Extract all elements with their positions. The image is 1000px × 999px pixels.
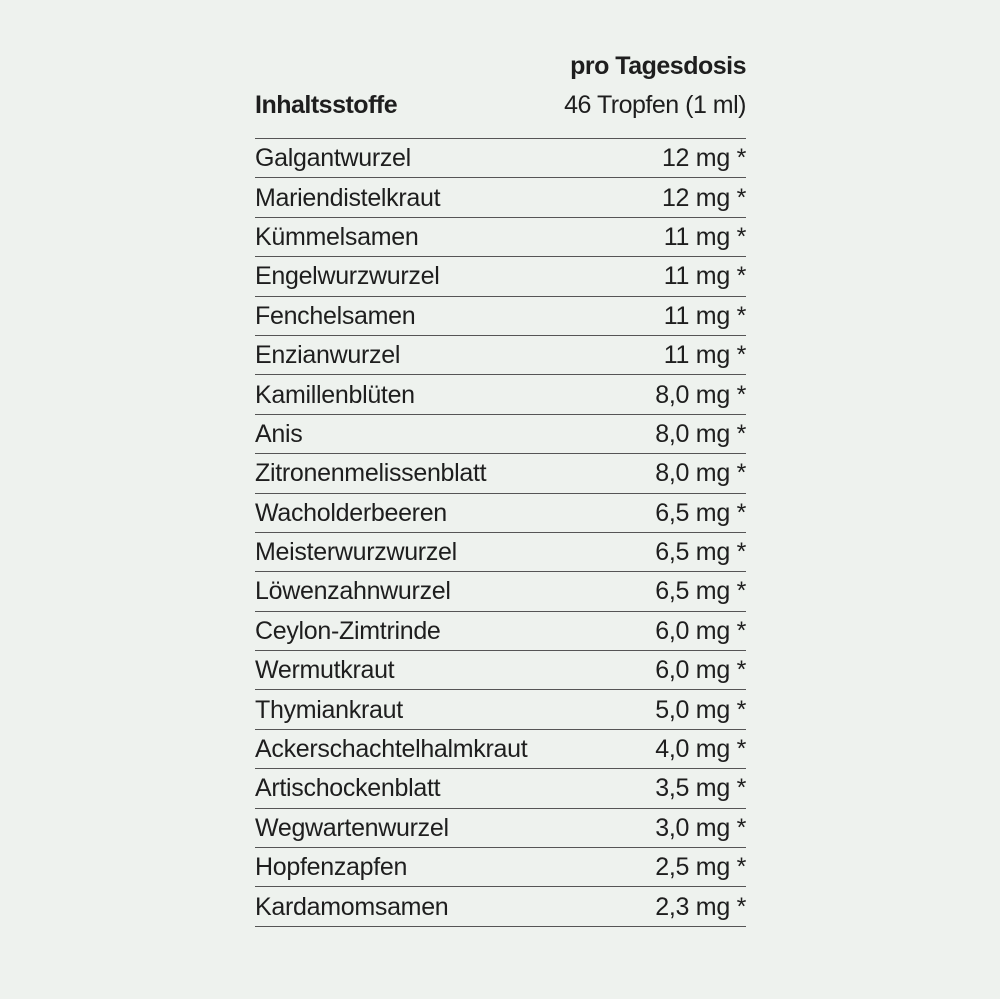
table-row: [255, 533, 746, 572]
ingredient-amount: 12 mg *: [661, 144, 746, 173]
ingredient-amount: 3,0 mg *: [655, 813, 746, 842]
table-row: [255, 494, 746, 533]
ingredients-heading: Inhaltsstoffe: [255, 91, 398, 119]
ingredient-amount: 11 mg *: [663, 301, 746, 330]
ingredient-name: Fenchelsamen: [255, 301, 416, 330]
table-row: [255, 257, 746, 296]
ingredient-name: Kamillenblüten: [255, 380, 415, 409]
ingredient-amount: 11 mg *: [663, 341, 746, 370]
table-row: [255, 809, 746, 848]
ingredient-amount: 8,0 mg *: [655, 459, 746, 488]
table-body: [255, 139, 746, 927]
ingredient-name: Engelwurzwurzel: [255, 262, 440, 291]
ingredient-amount: 11 mg *: [663, 262, 746, 291]
ingredient-amount: 6,0 mg *: [655, 616, 746, 645]
table-row: [255, 454, 746, 493]
table-row: [255, 612, 746, 651]
ingredient-name: Ceylon-Zimtrinde: [255, 616, 441, 645]
ingredient-amount: 2,5 mg *: [655, 853, 746, 882]
ingredient-name: Kardamomsamen: [255, 892, 449, 921]
ingredient-name: Wermutkraut: [255, 656, 395, 685]
table-header: [255, 50, 746, 139]
ingredient-amount: 5,0 mg *: [655, 695, 746, 724]
table-row: [255, 887, 746, 926]
ingredient-name: Hopfenzapfen: [255, 853, 408, 882]
ingredient-amount: 6,0 mg *: [655, 656, 746, 685]
table-row: [255, 572, 746, 611]
ingredient-name: Wegwartenwurzel: [255, 813, 449, 842]
table-row: [255, 178, 746, 217]
ingredient-amount: 11 mg *: [663, 222, 746, 251]
ingredient-amount: 6,5 mg *: [655, 498, 746, 527]
ingredient-name: Thymiankraut: [255, 695, 403, 724]
ingredient-name: Artischockenblatt: [255, 774, 441, 803]
ingredient-amount: 3,5 mg *: [655, 774, 746, 803]
ingredient-amount: 8,0 mg *: [655, 419, 746, 448]
ingredient-amount: 6,5 mg *: [655, 538, 746, 567]
ingredient-name: Ackerschachtelhalmkraut: [255, 735, 528, 764]
ingredient-name: Enzianwurzel: [255, 341, 401, 370]
table-row: [255, 848, 746, 887]
ingredient-name: Anis: [255, 419, 303, 448]
table-row: [255, 690, 746, 729]
ingredient-amount: 8,0 mg *: [655, 380, 746, 409]
ingredient-name: Kümmelsamen: [255, 222, 419, 251]
table-row: [255, 730, 746, 769]
table-row: [255, 297, 746, 336]
table-row: [255, 415, 746, 454]
ingredient-name: Zitronenmelissenblatt: [255, 459, 487, 488]
dose-amount: 46 Tropfen (1 ml): [564, 91, 746, 119]
table-row: [255, 375, 746, 414]
table-row: [255, 651, 746, 690]
ingredient-amount: 12 mg *: [661, 183, 746, 212]
dose-heading: pro Tagesdosis: [570, 52, 746, 80]
ingredient-name: Galgantwurzel: [255, 144, 411, 173]
table-row: [255, 336, 746, 375]
ingredient-name: Mariendistelkraut: [255, 183, 441, 212]
ingredient-amount: 2,3 mg *: [655, 892, 746, 921]
ingredient-name: Wacholderbeeren: [255, 498, 447, 527]
ingredient-amount: 4,0 mg *: [655, 735, 746, 764]
ingredients-table: [255, 50, 746, 927]
table-row: [255, 769, 746, 808]
ingredient-name: Löwenzahnwurzel: [255, 577, 451, 606]
table-row: [255, 139, 746, 178]
ingredient-amount: 6,5 mg *: [655, 577, 746, 606]
table-row: [255, 218, 746, 257]
ingredient-name: Meisterwurzwurzel: [255, 538, 457, 567]
